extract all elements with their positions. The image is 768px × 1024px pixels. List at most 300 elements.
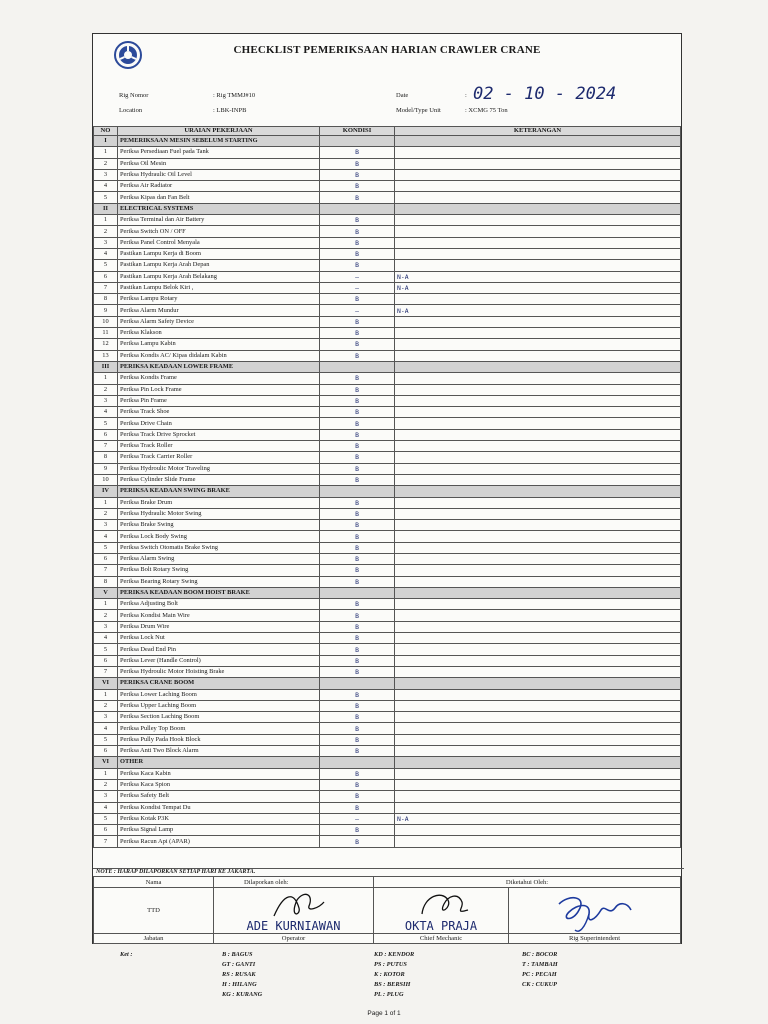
item-number: 8 [94,294,118,305]
item-kondisi: B [320,621,395,632]
item-number: 10 [94,474,118,485]
item-text: Periksa Hydraulic Oil Level [118,169,320,180]
item-text: Periksa Brake Drum [118,497,320,508]
table-row [94,508,681,519]
table-row [94,463,681,474]
table-row [94,768,681,779]
legend-item: KG : KURANG [222,991,263,998]
item-keterangan [395,644,681,655]
item-kondisi: B [320,689,395,700]
item-text: Periksa Lower Laching Boom [118,689,320,700]
rig-label: Rig Nomor [119,92,149,99]
section-kondisi [320,678,395,689]
item-keterangan [395,429,681,440]
rig-value: : Rig TMMJ#10 [213,92,256,99]
item-kondisi: B [320,407,395,418]
table-row [94,700,681,711]
item-number: 4 [94,802,118,813]
item-kondisi: B [320,169,395,180]
legend-item: T : TAMBAH [522,961,558,968]
item-keterangan [395,339,681,350]
item-text: Periksa Lampu Kabin [118,339,320,350]
item-number: 5 [94,192,118,203]
item-kondisi: B [320,192,395,203]
legend-item: CK : CUKUP [522,981,557,988]
item-text: Periksa Track Shoe [118,407,320,418]
item-number: 6 [94,271,118,282]
item-keterangan [395,520,681,531]
item-number: 9 [94,305,118,316]
table-row [94,147,681,158]
item-text: Periksa Drive Chain [118,418,320,429]
section-number: II [94,203,118,214]
model-label: Model/Type Unit [396,107,441,114]
item-keterangan [395,248,681,259]
item-kondisi: B [320,384,395,395]
item-kondisi: B [320,836,395,847]
item-keterangan [395,407,681,418]
item-kondisi: B [320,700,395,711]
section-number: III [94,361,118,372]
table-row [94,226,681,237]
item-text: Periksa Panel Control Menyala [118,237,320,248]
item-text: Pastikan Lampu Belok Kiri , [118,282,320,293]
date-colon: : [465,92,467,99]
table-row [94,666,681,677]
chief-name: OKTA PRAJA [404,919,478,933]
item-text: Periksa Kondis Frame [118,373,320,384]
item-number: 5 [94,542,118,553]
section-kondisi [320,757,395,768]
item-number: 3 [94,169,118,180]
item-keterangan [395,768,681,779]
item-number: 4 [94,633,118,644]
item-kondisi: B [320,610,395,621]
item-text: Periksa Drum Wire [118,621,320,632]
item-text: Periksa Hydroulic Motor Hoisting Brake [118,666,320,677]
date-label: Date [396,92,409,99]
item-keterangan [395,181,681,192]
section-kondisi [320,587,395,598]
table-row [94,621,681,632]
item-number: 10 [94,316,118,327]
table-row [94,689,681,700]
section-keterangan [395,361,681,372]
item-text: Periksa Pin Lock Frame [118,384,320,395]
item-kondisi: B [320,237,395,248]
table-row [94,441,681,452]
superintendent-signature-icon [539,890,649,934]
table-row [94,531,681,542]
item-number: 2 [94,226,118,237]
table-row [94,282,681,293]
table-row [94,836,681,847]
section-row [94,587,681,598]
item-keterangan [395,836,681,847]
item-keterangan [395,553,681,564]
item-kondisi: B [320,802,395,813]
item-number: 8 [94,452,118,463]
table-row [94,497,681,508]
superintendent-role: Rig Superintendent [509,934,681,944]
table-row [94,712,681,723]
table-row [94,802,681,813]
section-kondisi [320,486,395,497]
item-text: Periksa Kondisi Tempat Du [118,802,320,813]
table-row [94,565,681,576]
item-text: Periksa Air Radiator [118,181,320,192]
item-kondisi: B [320,553,395,564]
item-kondisi: B [320,565,395,576]
table-row [94,610,681,621]
item-kondisi: — [320,813,395,824]
table-row [94,339,681,350]
table-row [94,271,681,282]
item-kondisi: B [320,531,395,542]
table-row [94,158,681,169]
section-keterangan [395,486,681,497]
item-kondisi: B [320,633,395,644]
item-keterangan [395,689,681,700]
item-text: Periksa Track Carrier Roller [118,452,320,463]
item-text: Periksa Cylinder Slide Frame [118,474,320,485]
item-kondisi: B [320,294,395,305]
item-kondisi: B [320,316,395,327]
item-text: Periksa Lever (Handle Control) [118,655,320,666]
table-row [94,452,681,463]
signature-table [93,876,681,944]
table-row [94,192,681,203]
item-number: 7 [94,565,118,576]
item-keterangan [395,542,681,553]
item-number: 7 [94,441,118,452]
checklist-sheet [92,33,682,944]
item-text: Periksa Adjusting Bolt [118,599,320,610]
item-number: 2 [94,779,118,790]
item-number: 1 [94,497,118,508]
item-number: 8 [94,576,118,587]
item-number: 4 [94,723,118,734]
table-row [94,395,681,406]
item-number: 5 [94,644,118,655]
table-row [94,248,681,259]
item-kondisi: B [320,666,395,677]
item-number: 2 [94,158,118,169]
table-row [94,328,681,339]
item-text: Periksa Alarm Mundur [118,305,320,316]
item-number: 1 [94,147,118,158]
section-number: V [94,587,118,598]
location-label: Location [119,107,143,114]
item-number: 1 [94,689,118,700]
location-value: : LBK-INPB [213,107,247,114]
item-keterangan: N-A [395,282,681,293]
item-keterangan [395,633,681,644]
section-row [94,757,681,768]
item-kondisi: B [320,441,395,452]
legend-item: H : HILANG [222,981,257,988]
item-keterangan [395,531,681,542]
header-no: NO [94,127,118,136]
page-footer: Page 1 of 1 [367,1010,401,1017]
item-kondisi: B [320,395,395,406]
item-number: 7 [94,836,118,847]
item-text: Periksa Kondisi Main Wire [118,610,320,621]
item-text: Pastikan Lampu Kerja di Boom [118,248,320,259]
item-keterangan [395,395,681,406]
item-kondisi: B [320,328,395,339]
item-number: 3 [94,791,118,802]
item-number: 3 [94,395,118,406]
item-keterangan [395,666,681,677]
item-text: Periksa Lock Nut [118,633,320,644]
item-kondisi: B [320,429,395,440]
item-keterangan [395,746,681,757]
section-keterangan [395,587,681,598]
item-text: Periksa Signal Lamp [118,825,320,836]
item-kondisi: — [320,282,395,293]
section-keterangan [395,203,681,214]
operator-role: Operator [214,934,374,944]
item-text: Periksa Pulley Top Boom [118,723,320,734]
item-kondisi: B [320,215,395,226]
item-number: 1 [94,215,118,226]
item-text: Periksa Terminal dan Air Battery [118,215,320,226]
section-title: OTHER [118,757,320,768]
item-keterangan [395,655,681,666]
table-row [94,791,681,802]
table-row [94,429,681,440]
item-kondisi: B [320,373,395,384]
table-row [94,520,681,531]
header-uraian: URAIAN PEKERJAAN [118,127,320,136]
item-kondisi: B [320,474,395,485]
item-kondisi: B [320,339,395,350]
section-keterangan [395,757,681,768]
section-number: I [94,136,118,147]
model-value: : XCMG 75 Ton [465,107,508,114]
ket-label: Ket : [120,951,133,958]
table-row [94,553,681,564]
item-text: Periksa Kaca Kabin [118,768,320,779]
jabatan-label: Jabatan [94,934,214,944]
item-text: Periksa Oil Mesin [118,158,320,169]
table-row [94,215,681,226]
table-row [94,576,681,587]
legend-item: PC : PECAH [522,971,557,978]
item-kondisi: B [320,655,395,666]
table-row [94,599,681,610]
item-text: Periksa Bolt Rotary Swing [118,565,320,576]
item-kondisi: B [320,768,395,779]
item-text: Periksa Alarm Safety Device [118,316,320,327]
table-row [94,181,681,192]
item-keterangan [395,497,681,508]
operator-signature-icon [269,888,329,922]
section-kondisi [320,203,395,214]
section-number: VI [94,757,118,768]
item-kondisi: B [320,599,395,610]
item-keterangan [395,328,681,339]
item-number: 4 [94,248,118,259]
item-number: 9 [94,463,118,474]
document-title: CHECKLIST PEMERIKSAAN HARIAN CRAWLER CRANE [233,44,541,56]
item-keterangan [395,474,681,485]
item-kondisi: B [320,463,395,474]
item-kondisi: B [320,791,395,802]
item-number: 2 [94,384,118,395]
item-text: Periksa Persediaan Fuel pada Tank [118,147,320,158]
legend-column-2 [374,950,414,1000]
item-number: 5 [94,418,118,429]
item-keterangan [395,215,681,226]
item-kondisi: B [320,147,395,158]
table-row [94,542,681,553]
checklist-table [93,126,681,848]
dilaporkan-label: Dilaporkan oleh: [214,877,374,888]
item-text: Periksa Dead End Pin [118,644,320,655]
item-number: 1 [94,373,118,384]
table-row [94,746,681,757]
item-number: 11 [94,328,118,339]
item-text: Periksa Lampu Rotary [118,294,320,305]
table-row [94,305,681,316]
item-kondisi: B [320,226,395,237]
item-number: 5 [94,813,118,824]
item-number: 2 [94,700,118,711]
chief-role: Chief Mechanic [374,934,509,944]
item-keterangan: N-A [395,813,681,824]
item-keterangan [395,576,681,587]
table-row [94,825,681,836]
item-number: 5 [94,734,118,745]
item-text: Periksa Section Laching Boom [118,712,320,723]
item-text: Periksa Switch ON / OFF [118,226,320,237]
item-text: Periksa Safety Belt [118,791,320,802]
item-keterangan [395,565,681,576]
item-keterangan [395,237,681,248]
item-keterangan [395,192,681,203]
table-row [94,350,681,361]
item-keterangan [395,508,681,519]
legend-item: K : KOTOR [374,971,405,978]
section-row [94,136,681,147]
item-keterangan [395,452,681,463]
table-row [94,237,681,248]
section-number: IV [94,486,118,497]
item-text: Periksa Pully Pada Hook Block [118,734,320,745]
item-number: 3 [94,621,118,632]
item-kondisi: B [320,644,395,655]
item-number: 4 [94,181,118,192]
item-number: 12 [94,339,118,350]
table-row [94,474,681,485]
item-text: Periksa Hydroulic Motor Traveling [118,463,320,474]
item-kondisi: B [320,158,395,169]
item-kondisi: B [320,350,395,361]
table-row [94,373,681,384]
item-kondisi: B [320,576,395,587]
item-keterangan [395,169,681,180]
item-number: 3 [94,712,118,723]
section-keterangan [395,678,681,689]
item-keterangan [395,226,681,237]
date-value: 02 - 10 - 2024 [473,84,617,104]
item-number: 6 [94,553,118,564]
table-row [94,633,681,644]
item-text: Pastikan Lampu Kerja Arah Depan [118,260,320,271]
item-text: Periksa Kondis AC/ Kipas didalam Kabin [118,350,320,361]
item-keterangan [395,316,681,327]
item-keterangan [395,463,681,474]
item-text: Periksa Track Drive Sprocket [118,429,320,440]
legend-item: PL : PLUG [374,991,404,998]
item-number: 6 [94,655,118,666]
section-kondisi [320,361,395,372]
table-row [94,723,681,734]
item-text: Periksa Racun Api (APAR) [118,836,320,847]
section-title: PERIKSA KEADAAN SWING BRAKE [118,486,320,497]
item-keterangan: N-A [395,305,681,316]
table-row [94,407,681,418]
item-keterangan [395,802,681,813]
legend-item: B : BAGUS [222,951,253,958]
item-text: Periksa Alarm Swing [118,553,320,564]
item-kondisi: — [320,305,395,316]
item-keterangan [395,373,681,384]
table-row [94,655,681,666]
item-text: Periksa Kipas dan Fan Belt [118,192,320,203]
item-kondisi: B [320,712,395,723]
section-row [94,486,681,497]
item-keterangan [395,158,681,169]
table-header [94,127,681,136]
item-text: Periksa Track Roller [118,441,320,452]
section-title: PERIKSA CRANE BOOM [118,678,320,689]
item-number: 3 [94,237,118,248]
item-kondisi: B [320,260,395,271]
item-kondisi: — [320,271,395,282]
item-text: Pastikan Lampu Kerja Arah Belakang [118,271,320,282]
chief-signature-icon [414,888,474,922]
nama-label: Nama [94,877,214,888]
table-row [94,779,681,790]
header-keterangan: KETERANGAN [395,127,681,136]
chief-signature [374,888,509,934]
table-row [94,384,681,395]
item-kondisi: B [320,779,395,790]
legend-item: GT : GANTI [222,961,256,968]
item-keterangan [395,779,681,790]
section-keterangan [395,136,681,147]
legend-column-3 [522,950,558,990]
legend-item: PS : PUTUS [374,961,407,968]
legend-item: RS : RUSAK [222,971,256,978]
item-text: Periksa Bearing Rotary Swing [118,576,320,587]
item-number: 5 [94,260,118,271]
item-text: Periksa Brake Swing [118,520,320,531]
item-keterangan [395,384,681,395]
item-number: 6 [94,825,118,836]
item-text: Periksa Hydraulic Motor Swing [118,508,320,519]
item-number: 2 [94,508,118,519]
item-text: Periksa Kotak P3K [118,813,320,824]
item-keterangan [395,418,681,429]
item-keterangan: N-A [395,271,681,282]
item-keterangan [395,734,681,745]
section-kondisi [320,136,395,147]
table-row [94,169,681,180]
